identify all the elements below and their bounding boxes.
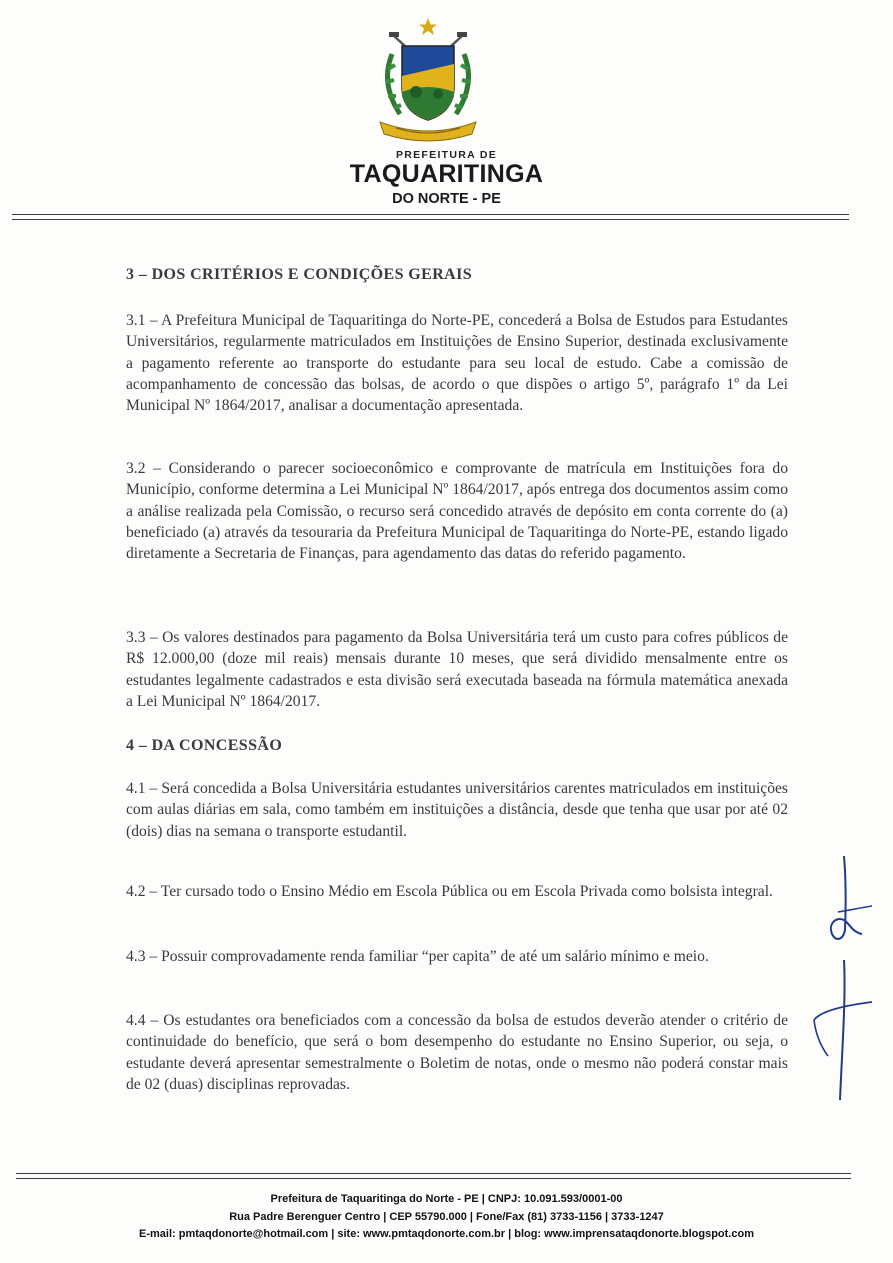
paragraph-4-2: 4.2 – Ter cursado todo o Ensino Médio em Escola Pública ou em Escola Privada como bolsista integral. — [126, 883, 773, 900]
paragraph-4-1: 4.1 – Será concedida a Bolsa Universitária estudantes universitários carentes matriculados em instituições com aulas diárias em sala, como também em instituições a distância, desde que tenha que usar por até 02 (dois) dias na semana o transporte estudantil. — [126, 780, 788, 840]
footer-rule-top — [16, 1173, 851, 1174]
header-prefeitura-label: PREFEITURA DE — [395, 149, 498, 161]
header-city-name: TAQUARITINGA — [349, 160, 544, 188]
handwritten-initial-signature — [810, 850, 880, 1110]
paragraph-3-1: 3.1 – A Prefeitura Municipal de Taquaritinga do Norte-PE, concederá a Bolsa de Estudos para Estudantes Universitários, regularmente matriculados em Instituições de Ensino Superior, destinada exclusivamente a pagamento referente ao transporte do estudante para seu local de estudo. Cabe a comissão de acompanhamento de concessão das bolsas, de acordo o que dispões o artigo 5º, parágrafo 1º da Lei Municipal Nº 1864/2017, analisar a documentação apresentada. — [126, 312, 788, 415]
paragraph-4-4: 4.4 – Os estudantes ora beneficiados com a concessão da bolsa de estudos deverão atender o critério de continuidade do benefício, que será o bom desempenho do estudante no Ensino Superior, ou seja, o estudante deverá apresentar semestralmente o Boletim de notas, onde o mesmo não poderá constar mais de 02 (duas) disciplinas reprovadas. — [126, 1012, 788, 1093]
paragraph-3-3: 3.3 – Os valores destinados para pagamento da Bolsa Universitária terá um custo para cofres públicos de R$ 12.000,00 (doze mil reais) mensais durante 10 meses, que será dividido mensalmente entre os estudantes legalmente cadastrados e esta divisão será executada baseada na fórmula matemática anexada a Lei Municipal Nº 1864/2017. — [126, 629, 788, 710]
paragraph-4-3: 4.3 – Possuir comprovadamente renda familiar “per capita” de até um salário mínimo e meio. — [126, 948, 709, 965]
footer-line-address: Rua Padre Berenguer Centro | CEP 55790.000 | Fone/Fax (81) 3733-1156 | 3733-1247 — [229, 1211, 664, 1223]
header-rule-bottom — [12, 219, 849, 220]
header-state-name: DO NORTE - PE — [392, 191, 501, 207]
footer-line-cnpj: Prefeitura de Taquaritinga do Norte - PE | CNPJ: 10.091.593/0001-00 — [270, 1193, 623, 1205]
municipal-coat-of-arms-icon — [374, 14, 482, 144]
footer-line-contact: E-mail: pmtaqdonorte@hotmail.com | site: www.pmtaqdonorte.com.br | blog: www.imprensataqdonorte.blogspot.com — [139, 1228, 754, 1240]
paragraph-3-2: 3.2 – Considerando o parecer socioeconômico e comprovante de matrícula em Instituições fora do Município, conforme determina a Lei Municipal Nº 1864/2017, após entrega dos documentos assim como a análise realizada pela Comissão, o recurso será concedido através de depósito em conta corrente do (a) beneficiado (a) através da tesouraria da Prefeitura Municipal de Taquaritinga do Norte-PE, estando ligado diretamente a Secretaria de Finanças, para agendamento das datas do referido pagamento. — [126, 460, 788, 563]
header-rule-top — [12, 214, 849, 215]
footer-rule-bottom — [16, 1178, 851, 1179]
section-title: 3 – DOS CRITÉRIOS E CONDIÇÕES GERAIS — [126, 266, 473, 283]
section-title: 4 – DA CONCESSÃO — [126, 737, 283, 754]
